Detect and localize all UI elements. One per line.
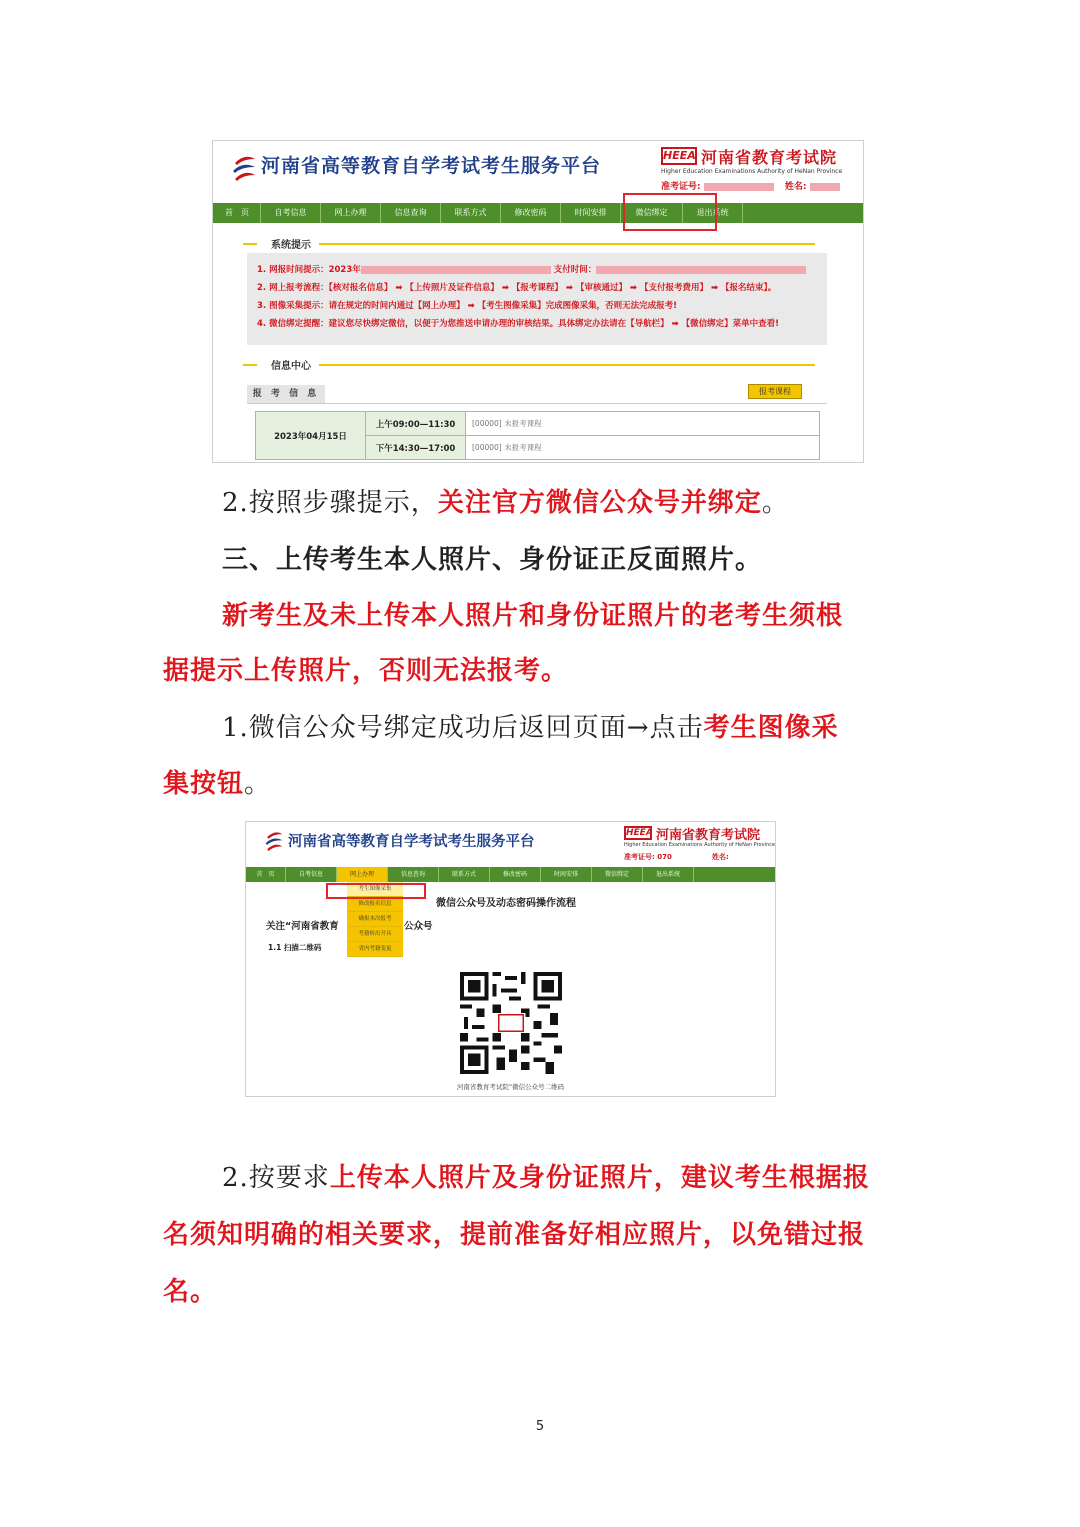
nav-home[interactable]: 首 页	[213, 203, 261, 223]
menu-image-capture[interactable]: 考生图像采集	[347, 882, 403, 897]
exam-time-afternoon: 下午14:30—17:00	[366, 436, 466, 460]
platform-logo-icon	[264, 828, 284, 854]
nav-logout[interactable]: 退出系统	[643, 867, 694, 882]
nav-change-password[interactable]: 修改密码	[501, 203, 561, 223]
nav-logout[interactable]: 退出系统	[683, 203, 743, 223]
authority-name: 河南省教育考试院	[656, 828, 761, 843]
name-label: 姓名:	[784, 182, 807, 192]
register-course-button[interactable]: 报考课程	[748, 384, 802, 399]
nav-contact[interactable]: 联系方式	[441, 203, 501, 223]
wechat-binding-highlight	[623, 193, 717, 231]
authority-logo: HEEA	[626, 828, 653, 838]
menu-transfer-in-province[interactable]: 省内考籍变更	[347, 942, 403, 957]
scan-qr-step: 1.1 扫描二维码	[268, 943, 322, 952]
authority-english-name: Higher Education Examinations Authority of HeNan Province	[624, 842, 775, 848]
step-2-upload-line-3: 名。	[163, 1277, 218, 1307]
system-tips-box	[247, 253, 827, 345]
wechat-guide-heading: 微信公众号及动态密码操作流程	[436, 898, 576, 909]
main-nav	[246, 867, 775, 882]
nav-change-password[interactable]: 修改密码	[490, 867, 541, 882]
nav-exam-info[interactable]: 自考信息	[286, 867, 337, 882]
screenshot-platform-home	[212, 140, 864, 463]
exam-number-label: 准考证号:	[661, 182, 701, 192]
nav-info-query[interactable]: 信息查询	[381, 203, 441, 223]
name-label: 姓名:	[712, 853, 729, 861]
step-1-line-2: 集按钮。	[163, 769, 272, 799]
tip-image-capture: 3. 图像采集提示：请在规定的时间内通过【网上办理】 ➡ 【考生图像采集】完成图像采集，否则无法完成报考!	[257, 301, 678, 311]
exam-date: 2023年04月15日	[256, 412, 366, 460]
system-tips-heading: 系统提示	[243, 236, 815, 251]
redacted-exam-number	[704, 183, 774, 191]
candidate-info	[661, 179, 840, 192]
exam-schedule-table	[255, 411, 820, 460]
exam-time-morning: 上午09:00—11:30	[366, 412, 466, 436]
notice-line-1: 新考生及未上传本人照片和身份证照片的老考生须根	[222, 601, 844, 631]
info-center-heading: 信息中心	[243, 357, 815, 372]
nav-wechat-binding[interactable]: 微信绑定	[592, 867, 643, 882]
step-2-upload-line-1: 2.按要求上传本人照片及身份证照片，建议考生根据报	[222, 1163, 870, 1193]
site-title: 河南省高等教育自学考试考生服务平台	[261, 155, 602, 177]
nav-schedule[interactable]: 时间安排	[541, 867, 592, 882]
nav-contact[interactable]: 联系方式	[439, 867, 490, 882]
section-3-heading: 三、上传考生本人照片、身份证正反面照片。	[222, 545, 763, 575]
step-2-wechat: 2.按照步骤提示，关注官方微信公众号并绑定。	[222, 488, 789, 518]
nav-wechat-binding[interactable]: 微信绑定	[621, 203, 683, 223]
tab-registration-info[interactable]: 报 考 信 息	[247, 385, 325, 403]
nav-home[interactable]: 首 页	[246, 867, 286, 882]
follow-account-text-suffix: 公众号	[404, 921, 433, 932]
authority-logo: HEEA	[661, 147, 697, 165]
site-title: 河南省高等教育自学考试考生服务平台	[288, 834, 535, 850]
tab-divider	[247, 403, 827, 404]
follow-account-text: 关注“河南省教育	[266, 921, 339, 932]
platform-logo-icon	[231, 151, 257, 185]
step-1-line-1: 1.微信公众号绑定成功后返回页面→点击考生图像采	[222, 713, 839, 743]
tip-registration-time: 1. 网报时间提示：2023年 支付时间：	[257, 261, 817, 279]
wechat-qr-code-icon	[460, 972, 562, 1074]
site-header	[213, 141, 863, 199]
step-2-upload-line-2: 名须知明确的相关要求，提前准备好相应照片，以免错过报	[163, 1220, 866, 1250]
nav-schedule[interactable]: 时间安排	[561, 203, 621, 223]
nav-online-service[interactable]: 网上办理	[321, 203, 381, 223]
exam-status-afternoon: [00000] 未报考课程	[466, 436, 820, 460]
tip-wechat-binding: 4. 微信绑定提醒：建议您尽快绑定微信，以便于为您推送申请办理的审核结果。具体绑定办法请在【导航栏】 ➡ 【微信绑定】菜单中查看!	[257, 319, 780, 329]
screenshot-image-capture-menu	[245, 821, 776, 1097]
redacted-name	[810, 183, 840, 191]
page-number: 5	[535, 1419, 545, 1434]
nav-exam-info[interactable]: 自考信息	[261, 203, 321, 223]
menu-edit-registration[interactable]: 修改报名信息	[347, 897, 403, 912]
menu-confirm-registration[interactable]: 确报本次报考	[347, 912, 403, 927]
table-row	[256, 412, 820, 436]
nav-online-service[interactable]: 网上办理	[337, 867, 388, 882]
notice-line-2: 据提示上传照片，否则无法报考。	[163, 656, 569, 686]
main-nav	[213, 203, 863, 223]
exam-status-morning: [00000] 未报考课程	[466, 412, 820, 436]
nav-info-query[interactable]: 信息查询	[388, 867, 439, 882]
image-capture-highlight	[326, 883, 426, 899]
authority-name: 河南省教育考试院	[701, 148, 838, 167]
tip-registration-flow: 2. 网上报考流程：【核对报名信息】 ➡ 【上传照片及证件信息】 ➡ 【报考课程】 ➡ 【审核通过】 ➡ 【支付报考费用】 ➡ 【报名结束】。	[257, 283, 777, 293]
authority-english-name: Higher Education Examinations Authority of HeNan Province	[661, 168, 843, 175]
qr-caption: 河南省教育考试院”微信公众号二维码	[456, 1083, 565, 1091]
exam-number: 准考证号: 070	[624, 853, 672, 861]
menu-transfer-out[interactable]: 考籍转出开具	[347, 927, 403, 942]
